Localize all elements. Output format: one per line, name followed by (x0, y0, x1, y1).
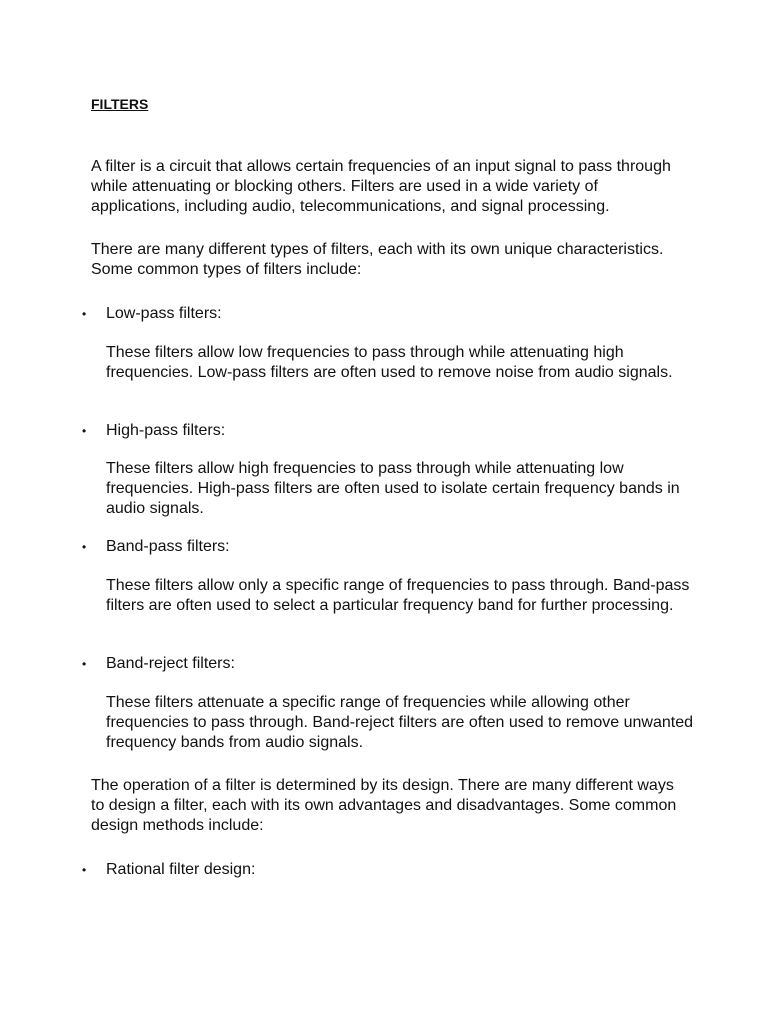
types-intro-paragraph: There are many different types of filters, each with its own unique characteristics. Some common types of filters include: (91, 241, 664, 278)
list-item-label: Band-pass filters: (106, 538, 230, 555)
list-item-rational-design (0, 860, 768, 880)
list-item-description: These filters attenuate a specific range of frequencies while allowing other frequencies to pass through. Band-reject filters are often used to remove unwanted frequency bands from audio signals. (106, 694, 694, 751)
list-item-label: Rational filter design: (106, 861, 256, 878)
list-item-description: These filters allow high frequencies to pass through while attenuating low frequencies. High-pass filters are often used to isolate certain frequency bands in audio signals. (106, 460, 680, 517)
list-item-description: These filters allow only a specific range of frequencies to pass through. Band-pass filters are often used to select a particular frequency band for further processing. (106, 577, 690, 614)
page-title: FILTERS (91, 96, 149, 112)
list-item-high-pass (0, 421, 768, 441)
list-item-band-pass (0, 537, 768, 557)
list-item-description: These filters allow low frequencies to pass through while attenuating high frequencies. Low-pass filters are often used to remove noise from audio signals. (106, 344, 673, 381)
list-item-label: High-pass filters: (106, 422, 226, 439)
bullet-icon: • (82, 307, 87, 321)
list-item-low-pass (0, 304, 768, 324)
list-item-band-reject (0, 654, 768, 674)
bullet-icon: • (82, 424, 87, 438)
bullet-icon: • (82, 657, 87, 671)
intro-paragraph: A filter is a circuit that allows certain frequencies of an input signal to pass through while attenuating or blocking others. Filters are used in a wide variety of applications, including audio, telecommunications, and signal processing. (91, 158, 671, 215)
list-item-label: Low-pass filters: (106, 305, 222, 322)
bullet-icon: • (82, 863, 87, 877)
design-intro-paragraph: The operation of a filter is determined by its design. There are many different ways to design a filter, each with its own advantages and disadvantages. Some common design methods include: (91, 777, 677, 834)
list-item-label: Band-reject filters: (106, 655, 235, 672)
bullet-icon: • (82, 540, 87, 554)
